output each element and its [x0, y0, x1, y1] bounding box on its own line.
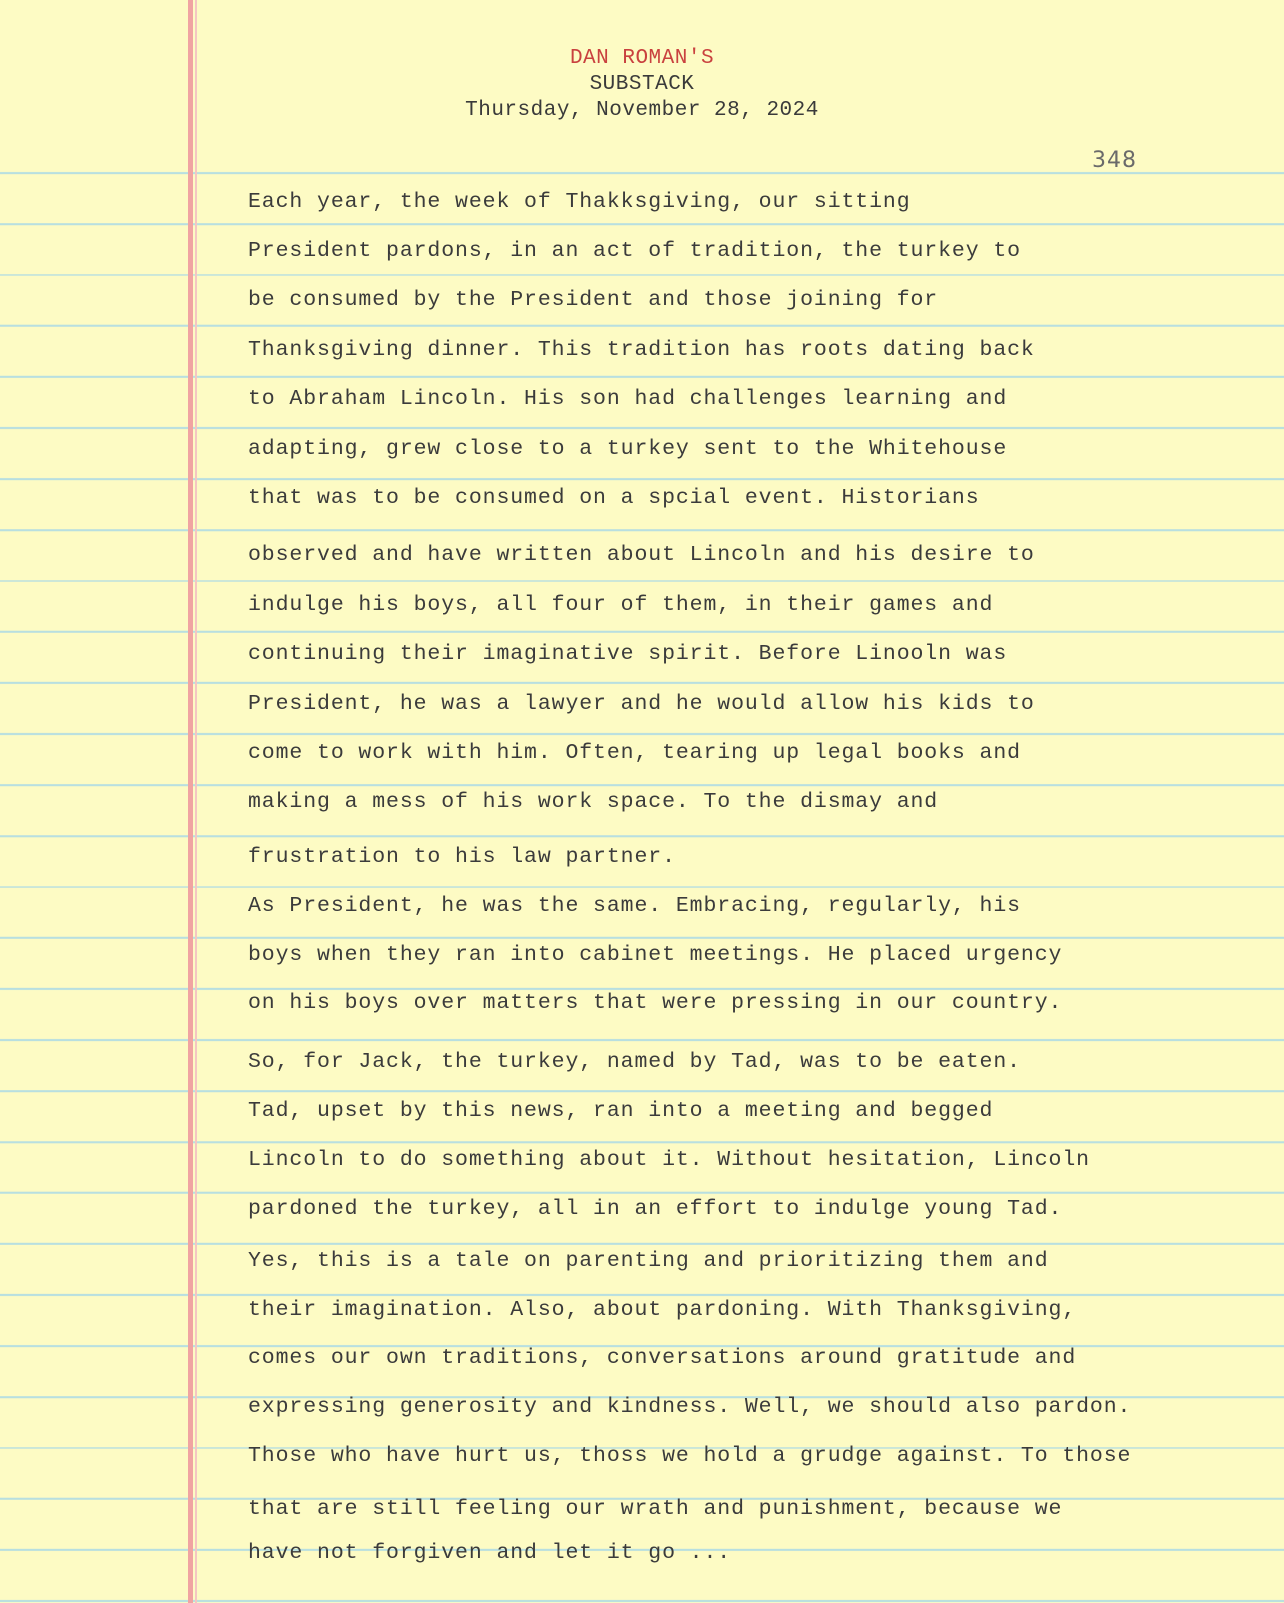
page-number: 348	[1092, 148, 1137, 173]
text-line: President pardons, in an act of tradition, the turkey to	[248, 239, 1021, 263]
text-line: their imagination. Also, about pardoning. With Thanksgiving,	[248, 1298, 1077, 1322]
text-line: making a mess of his work space. To the dismay and	[248, 790, 939, 814]
text-line: boys when they ran into cabinet meetings. He placed urgency	[248, 943, 1063, 967]
text-line: on his boys over matters that were pressing in our country.	[248, 991, 1063, 1015]
margin-rule	[188, 0, 193, 1603]
text-line: expressing generosity and kindness. Well, we should also pardon.	[248, 1395, 1132, 1419]
text-line: that are still feeling our wrath and punishment, because we	[248, 1497, 1063, 1521]
text-line: Lincoln to do something about it. Without hesitation, Lincoln	[248, 1148, 1090, 1172]
text-line: Tad, upset by this news, ran into a meeting and begged	[248, 1099, 994, 1123]
text-line: adapting, grew close to a turkey sent to the Whitehouse	[248, 437, 1008, 461]
text-line: As President, he was the same. Embracing, regularly, his	[248, 894, 1021, 918]
text-line: Yes, this is a tale on parenting and prioritizing them and	[248, 1249, 1049, 1273]
text-line: comes our own traditions, conversations around gratitude and	[248, 1346, 1077, 1370]
text-line: So, for Jack, the turkey, named by Tad, was to be eaten.	[248, 1050, 1021, 1074]
text-line: be consumed by the President and those joining for	[248, 288, 939, 312]
text-line: President, he was a lawyer and he would allow his kids to	[248, 692, 1035, 716]
text-line: have not forgiven and let it go ...	[248, 1541, 732, 1565]
text-line: indulge his boys, all four of them, in their games and	[248, 593, 994, 617]
text-line: continuing their imaginative spirit. Before Linooln was	[248, 642, 1008, 666]
author-heading: DAN ROMAN'S	[569, 47, 715, 70]
text-line: Those who have hurt us, thoss we hold a grudge against. To those	[248, 1444, 1132, 1468]
text-line: pardoned the turkey, all in an effort to indulge young Tad.	[248, 1197, 1063, 1221]
text-line: that was to be consumed on a spcial event. Historians	[248, 486, 980, 510]
text-line: Thanksgiving dinner. This tradition has roots dating back	[248, 338, 1035, 362]
text-line: frustration to his law partner.	[248, 845, 676, 869]
letterhead	[0, 46, 1284, 124]
publication-heading: SUBSTACK	[589, 73, 695, 96]
margin-rule-secondary	[195, 0, 197, 1603]
text-line: Each year, the week of Thakksgiving, our sitting	[248, 190, 911, 214]
text-line: observed and have written about Lincoln and his desire to	[248, 543, 1035, 567]
date-line: Thursday, November 28, 2024	[465, 99, 819, 122]
text-line: come to work with him. Often, tearing up legal books and	[248, 741, 1021, 765]
text-line: to Abraham Lincoln. His son had challenges learning and	[248, 387, 1008, 411]
